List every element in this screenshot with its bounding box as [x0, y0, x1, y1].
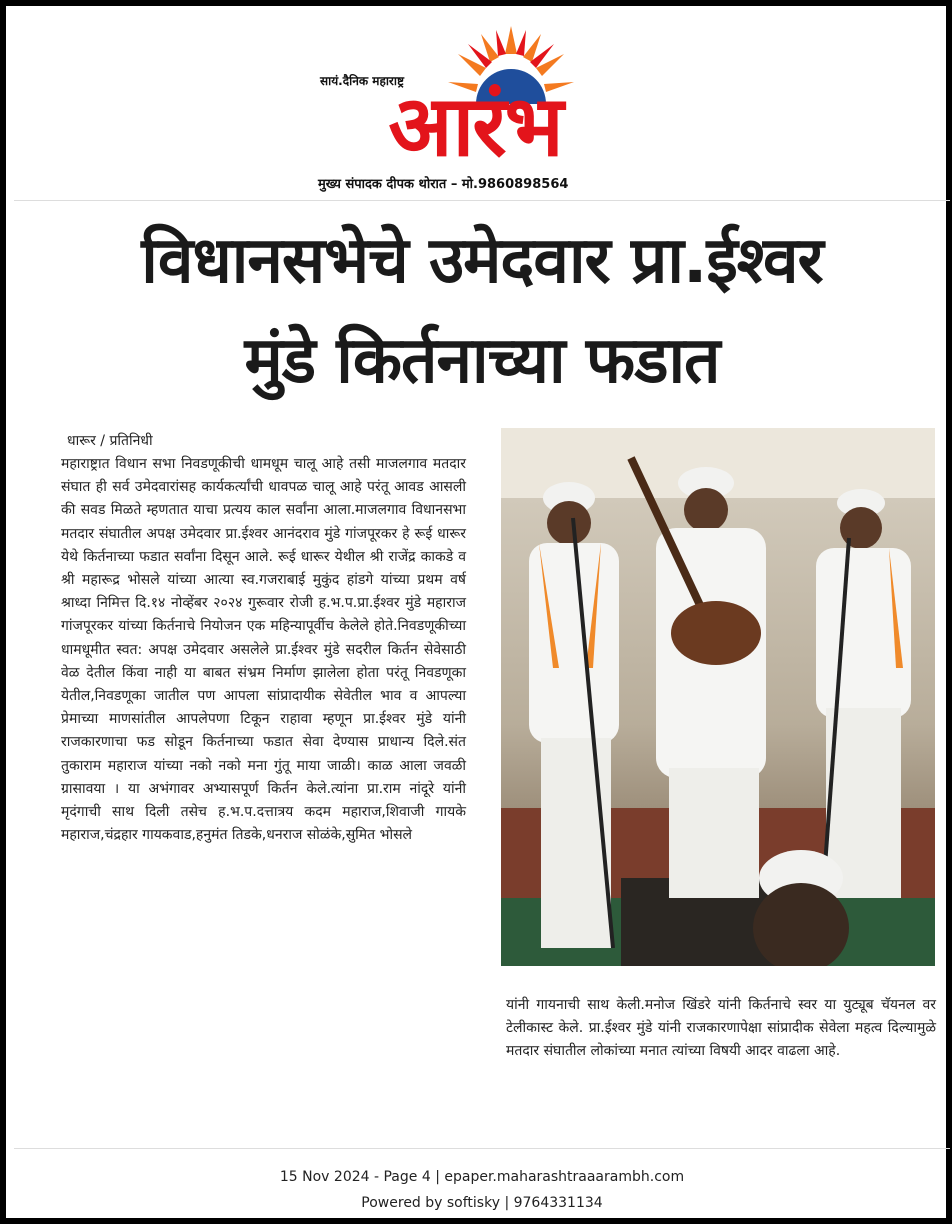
footer-divider [14, 1148, 950, 1149]
article-body-left: महाराष्ट्रात विधान सभा निवडणूकीची धामधूम चालू आहे तसी माजलगाव मतदार संघात ही सर्व उमेदवारांसह कार्यकर्त्यांची धावपळ चालू आहे परंतू आवड आसली की सवड मिळते म्हणतात याचा प्रत्यय काल सर्वांना आला.माजलगाव विधानसभा मतदार संघातील अपक्ष उमेदवार प्रा.ईश्वर आनंदराव मुंडे गांजपूरकर हे रूई धारूर येथे किर्तनाच्या फडात सर्वांना दिसून आले. रूई धारूर येथील श्री राजेंद्र काकडे व श्री महारूद्र भोसले यांच्या आत्या स्व.गजराबाई मुकुंद हांडगे यांच्या प्रथम वर्ष श्राध्दा निमित्त दि.१४ नोव्हेंबर २०२४ गुरूवार रोजी ह.भ.प.प्रा.ईश्वर मुंडे महाराज गांजपूरकर यांच्या किर्तनाचे नियोजन एक महिन्यापूर्वीच केलेले होते.निवडणूकीच्या धामधूमीत स्वत: अपक्ष उमेदवार असलेले प्रा.ईश्वर मुंडे सदरील किर्तन सेवेसाठी वेळ देतील किंवा नाही या बाबत संभ्रम निर्माण झालेला होता परंतू निवडणूका येतील,निवडणूका जातील पण आपला सांप्रादायीक सेवेतील भाव व आपल्या प्रेमाच्या माणसांतील आपलेपणा टिकून राहावा म्हणून प्रा.ईश्वर मुंडे यांनी राजकारणाचा फड सोडून किर्तनाच्या फडात सेवा देण्यास प्राधान्य दिले.संत तुकाराम महाराज यांच्या नको नको मना गुंतू माया जाळी। काळ आला जवळी ग्रासावया । या अभंगावर अभ्यासपूर्ण किर्तन केले.त्यांना प्रा.राम नांदूरे यांनी मृदंगाची साथ दिली तसेच ह.भ.प.दत्तात्रय कदम महाराज,शिवाजी गायके महाराज,चंद्रहार गायकवाड,हनुमंत तिडके,धनराज सोळंके,सुमित भोसले [61, 456, 466, 844]
article-column-left [61, 430, 466, 847]
footer-edition-info: 15 Nov 2024 - Page 4 | epaper.maharashtraaarambh.com [279, 1169, 685, 1185]
article-body-right: यांनी गायनाची साथ केली.मनोज खिंडरे यांनी किर्तनाचे स्वर या युट्यूब चॅयनल वर टेलीकास्ट केले. प्रा.ईश्वर मुंडे यांनी राजकारणापेक्षा सांप्रादीक सेवेला महत्व दिल्यामुळे मतदार संघातील लोकांच्या मनात त्यांच्या विषयी आदर वाढला आहे. [506, 997, 936, 1060]
masthead [306, 24, 646, 199]
headline-line-1: विधानसभेचे उमेदवार प्रा.ईश्वर [141, 224, 823, 298]
newspaper-logo: आरंभ [388, 77, 562, 175]
footer-credits: Powered by softisky | 9764331134 [361, 1195, 603, 1211]
article-column-right [506, 994, 936, 1064]
masthead-tagline: सायं.दैनिक महाराष्ट्र [320, 74, 404, 88]
page-footer [6, 1164, 952, 1216]
dateline: धारूर / प्रतिनिधी [67, 433, 153, 449]
kirtan-photo [501, 428, 935, 966]
divider [14, 200, 950, 201]
editor-contact: मुख्य संपादक दीपक थोरात – मो.9860898564 [318, 177, 569, 192]
headline-line-2: मुंडे किर्तनाच्या फडात [244, 324, 720, 398]
article-headline [16, 211, 948, 411]
